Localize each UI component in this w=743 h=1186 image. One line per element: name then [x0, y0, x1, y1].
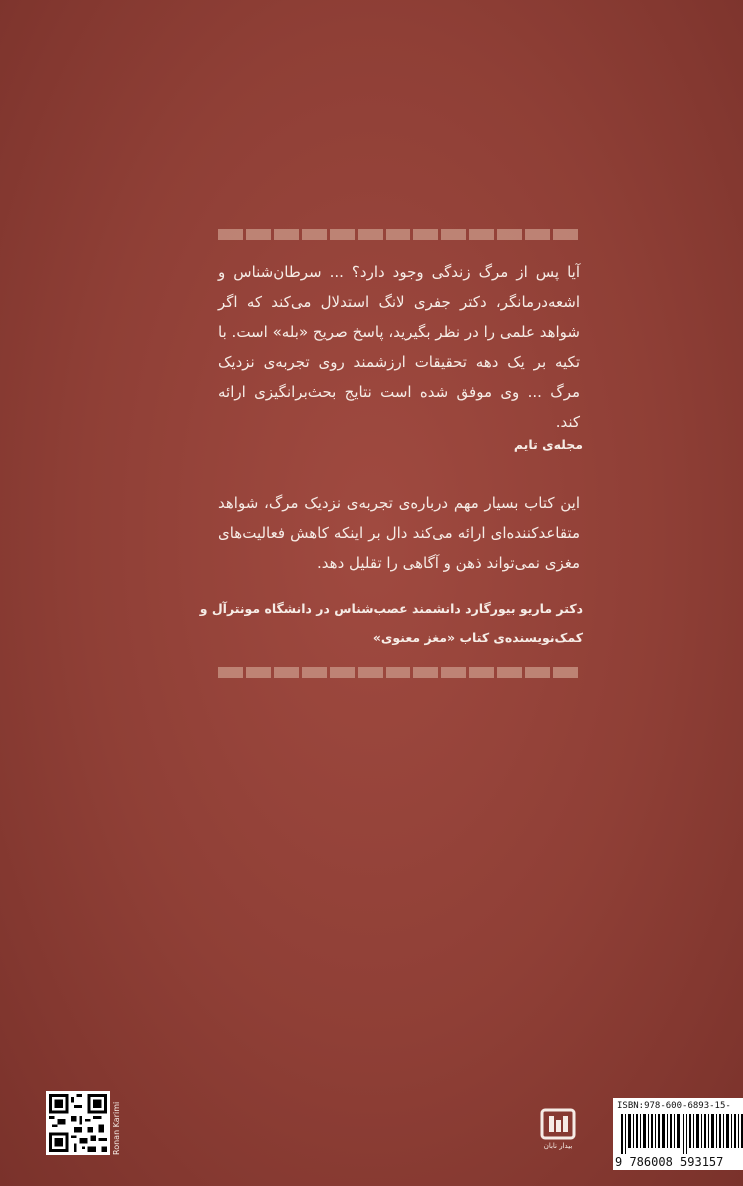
isbn-digits: 9 786008 593157: [615, 1155, 724, 1169]
quote-source-beauregard-line1: دکتر ماریو بیورگارد دانشمند عصب‌شناس در دانشگاه مونترآل و: [199, 601, 583, 616]
designer-credit: Ronan Karimi: [112, 1101, 121, 1155]
top-divider: [218, 229, 578, 240]
quote-beauregard: [218, 488, 580, 578]
quote-source-beauregard-line2: کمک‌نویسنده‌ی کتاب «مغز معنوی»: [372, 630, 583, 645]
bottom-divider: [218, 667, 578, 678]
quote-time-magazine: [218, 257, 580, 437]
quote-source-time: مجله‌ی تایم: [513, 437, 583, 452]
publisher-logo: [540, 1106, 576, 1150]
barcode-icon: [621, 1114, 743, 1154]
isbn-label: ISBN:978-600-6893-15-: [617, 1101, 731, 1111]
isbn-barcode: [613, 1098, 743, 1170]
quote-text: این کتاب بسیار مهم درباره‌ی تجربه‌ی نزدیک مرگ، شواهد متقاعدکننده‌ای ارائه می‌کند دال بر اینکه کاهش فعالیت‌های مغزی نمی‌تواند ذهن و آگاهی را تقلیل دهد.: [218, 494, 580, 572]
quote-text: آیا پس از مرگ زندگی وجود دارد؟ ... سرطان‌شناس و اشعه‌درمانگر، دکتر جفری لانگ استدلال می‌کند که اگر شواهد علمی را در نظر بگیرید، پاسخ صریح «بله» است. با تکیه بر یک دهه تحقیقات ارزشمند روی تجربه‌ی نزدیک مرگ ... وی موفق شده است نتایج بحث‌برانگیزی ارائه کند.: [218, 263, 580, 431]
publisher-logo-icon: [540, 1106, 576, 1142]
qr-code-icon: [46, 1091, 110, 1155]
publisher-name: بیدار نابان: [543, 1142, 573, 1150]
